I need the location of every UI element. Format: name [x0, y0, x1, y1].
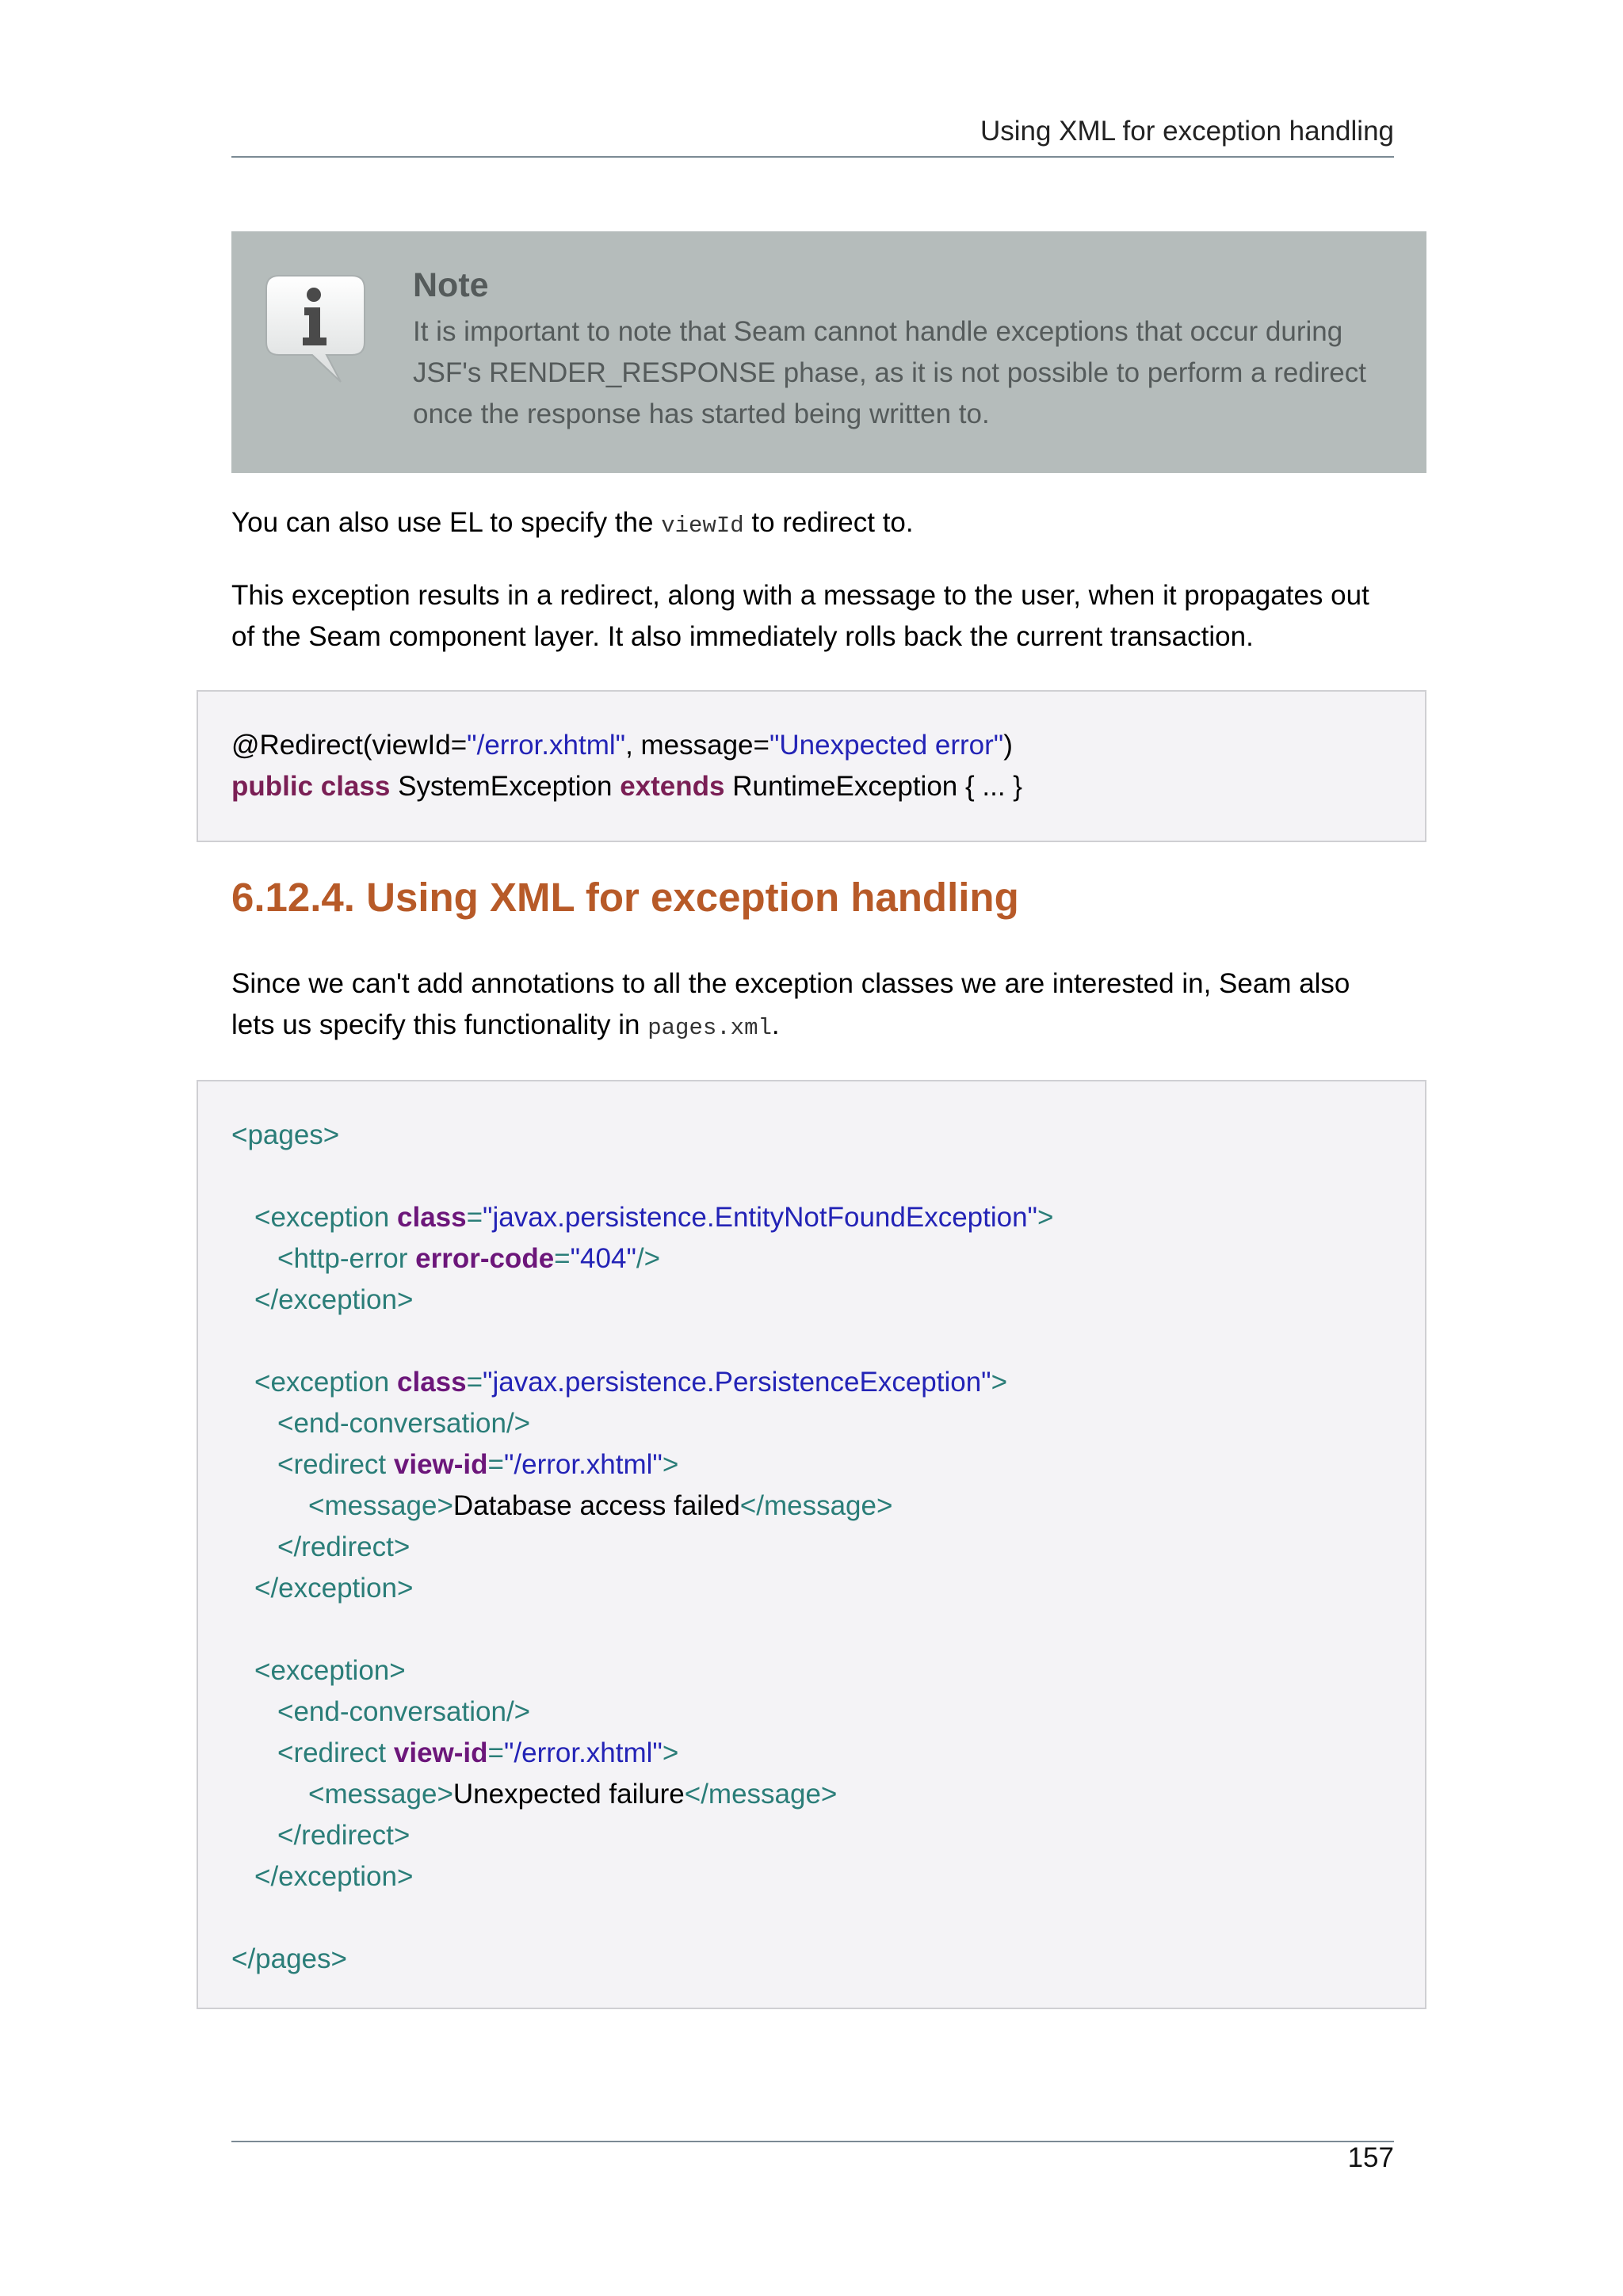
code-token: </exception>: [254, 1861, 414, 1892]
paragraph-el-viewid: [231, 502, 1394, 547]
code-token: "javax.persistence.EntityNotFoundException": [483, 1202, 1037, 1233]
code-token: view-id: [393, 1737, 488, 1768]
code-line: [277, 1691, 530, 1733]
running-header-title: Using XML for exception handling: [980, 116, 1394, 147]
code-token: </pages>: [231, 1943, 347, 1974]
code-token: </exception>: [254, 1284, 414, 1315]
para1-text-before: You can also use EL to specify the: [231, 507, 662, 538]
code-token: @Redirect(viewId=: [231, 730, 468, 761]
header-rule: [231, 156, 1394, 158]
code-token: view-id: [393, 1449, 488, 1480]
code-token: "/error.xhtml": [467, 730, 626, 761]
code-token: Unexpected failure: [453, 1779, 685, 1810]
code-token: <exception>: [254, 1655, 406, 1686]
code-token: <pages>: [231, 1119, 340, 1150]
footer-rule: [231, 2141, 1394, 2142]
code-line: [254, 1650, 406, 1691]
paragraph-redirect-explanation: This exception results in a redirect, along with a message to the user, when it propagates out of the Seam component layer. It also immediately rolls back the current transaction.: [231, 580, 1369, 652]
code-token: error-code: [415, 1243, 555, 1274]
code-token: "Unexpected error": [769, 730, 1004, 761]
code-token: =: [466, 1367, 483, 1398]
code-line: [277, 1444, 678, 1486]
note-body: It is important to note that Seam cannot handle exceptions that occur during JSF's RENDER_RESPONSE phase, as it is not possible to perform a redirect once the response has started being written to.: [413, 316, 1366, 429]
inline-code-pages-xml: pages.xml: [647, 1015, 772, 1041]
inline-code-viewid: viewId: [661, 513, 744, 539]
code-line: [277, 1733, 678, 1774]
code-token: "/error.xhtml": [503, 1449, 663, 1480]
code-token: />: [636, 1243, 661, 1274]
code-token: <end-conversation/>: [277, 1408, 531, 1439]
code-token: "/error.xhtml": [503, 1737, 663, 1768]
code-line: [231, 1939, 347, 1980]
note-title: Note: [413, 266, 489, 304]
code-token: =: [487, 1737, 504, 1768]
code-token: SystemException: [390, 771, 621, 802]
code-token: >: [662, 1737, 679, 1768]
code-line: [308, 1486, 892, 1527]
code-token: </redirect>: [277, 1820, 411, 1851]
code-line: [231, 766, 1022, 807]
code-token: public class: [231, 771, 391, 802]
code-line: [277, 1238, 660, 1280]
code-token: RuntimeException { ... }: [724, 771, 1022, 802]
para3-text-before: Since we can't add annotations to all the exception classes we are interested in, Seam also lets us specify this functionality in: [231, 968, 1350, 1040]
code-token: "404": [570, 1243, 636, 1274]
code-line: [254, 1197, 1053, 1238]
paragraph-pages-xml: [231, 963, 1394, 1049]
code-token: =: [487, 1449, 504, 1480]
code-token: <exception: [254, 1367, 397, 1398]
info-icon: [265, 273, 368, 383]
code-token: </exception>: [254, 1573, 414, 1604]
code-token: =: [466, 1202, 483, 1233]
code-token: <message>: [308, 1779, 453, 1810]
code-line: [277, 1527, 410, 1568]
code-token: ): [1003, 730, 1013, 761]
code-token: <end-conversation/>: [277, 1696, 531, 1727]
code-block-redirect-annotation: [197, 690, 1426, 842]
code-token: >: [662, 1449, 679, 1480]
code-line: [254, 1362, 1007, 1403]
code-line: [231, 1115, 339, 1156]
code-line: [277, 1815, 410, 1856]
code-line: [254, 1856, 413, 1897]
code-token: <http-error: [277, 1243, 416, 1274]
code-line: [231, 725, 1013, 766]
code-token: </message>: [684, 1779, 838, 1810]
code-token: Database access failed: [453, 1490, 740, 1521]
code-token: =: [554, 1243, 571, 1274]
code-token: <redirect: [277, 1449, 394, 1480]
code-token: , message=: [625, 730, 769, 761]
code-token: "javax.persistence.PersistenceException": [483, 1367, 991, 1398]
code-line: [277, 1403, 530, 1444]
note-admonition: [231, 231, 1426, 473]
page-number: 157: [1347, 2142, 1394, 2173]
code-line: [308, 1774, 837, 1815]
code-token: class: [397, 1202, 467, 1233]
code-line: [254, 1568, 413, 1609]
code-token: <message>: [308, 1490, 453, 1521]
code-token: </message>: [739, 1490, 893, 1521]
code-token: <exception: [254, 1202, 397, 1233]
code-token: <redirect: [277, 1737, 394, 1768]
para3-text-after: .: [771, 1009, 780, 1040]
code-token: extends: [620, 771, 725, 802]
code-block-pages-xml: [197, 1080, 1426, 2009]
code-token: >: [991, 1367, 1008, 1398]
code-token: class: [397, 1367, 467, 1398]
code-token: >: [1037, 1202, 1054, 1233]
code-line: [254, 1280, 413, 1321]
para1-text-after: to redirect to.: [743, 507, 914, 538]
section-heading: 6.12.4. Using XML for exception handling: [231, 875, 1019, 920]
code-token: </redirect>: [277, 1531, 411, 1562]
